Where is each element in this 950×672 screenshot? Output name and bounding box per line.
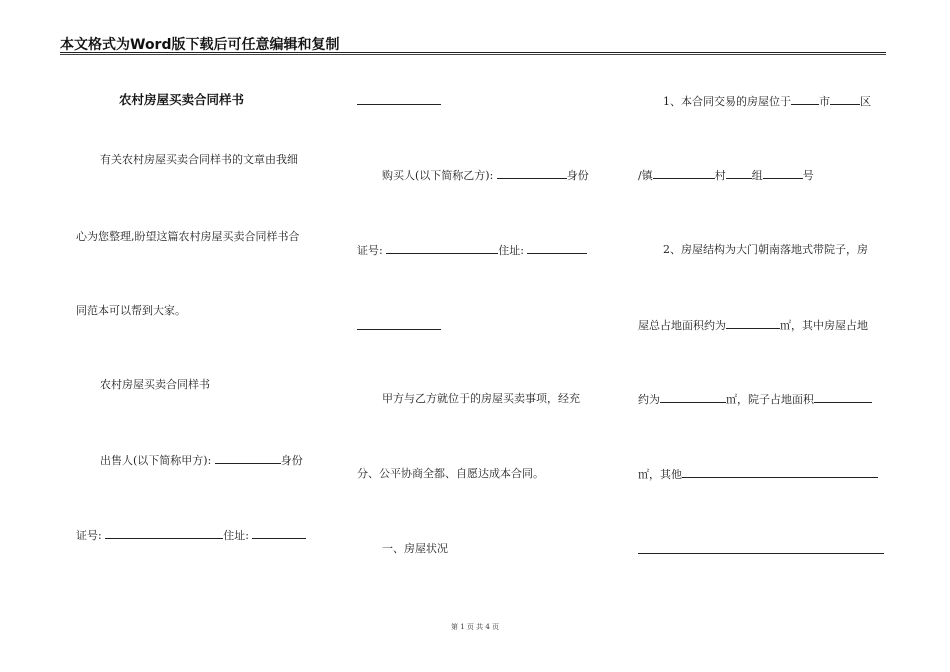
blank-line xyxy=(357,104,441,105)
intro-line-1: 有关农村房屋买卖合同样书的文章由我细 xyxy=(100,153,298,166)
buyer-id-blank xyxy=(386,243,498,254)
seller-id-blank xyxy=(105,528,223,539)
town-blank xyxy=(653,168,715,179)
header-rule-thin xyxy=(60,54,886,55)
other-blank xyxy=(682,467,878,478)
buyer-line xyxy=(382,168,589,183)
seller-id-label: 证号: xyxy=(76,529,102,542)
number-label: 号 xyxy=(802,169,814,182)
seller-address-label: 住址: xyxy=(223,529,249,542)
page-number: 第 1 页 共 4 页 xyxy=(450,623,500,631)
other-label: ㎡，其他 xyxy=(638,468,682,481)
intro-line-3: 同范本可以帮到大家。 xyxy=(76,304,186,317)
seller-line xyxy=(100,453,303,468)
item-1-line-2 xyxy=(638,168,814,183)
item-2-line-2 xyxy=(638,318,868,333)
item-2-line-3 xyxy=(638,392,872,407)
seller-name-blank xyxy=(215,453,281,464)
city-blank xyxy=(791,94,819,105)
house-area-blank xyxy=(660,392,726,403)
blank-line xyxy=(638,553,884,554)
item-1-text: 1、本合同交易的房屋位于 xyxy=(663,95,791,108)
seller-id-suffix: 身份 xyxy=(280,454,303,467)
total-area-label: 屋总占地面积约为 xyxy=(638,319,726,332)
district-blank xyxy=(830,94,860,105)
blank-line xyxy=(357,329,441,330)
group-label: 组 xyxy=(751,169,763,182)
approx-label: 约为 xyxy=(638,393,660,406)
seller-id-line xyxy=(76,528,306,543)
agreement-line-1: 甲方与乙方就位于的房屋买卖事项，经充 xyxy=(382,392,580,405)
city-label: 市 xyxy=(819,95,830,108)
buyer-id-label: 证号: xyxy=(357,244,383,257)
buyer-id-suffix: 身份 xyxy=(566,169,589,182)
buyer-address-label: 住址: xyxy=(498,244,524,257)
agreement-line-2: 分、公平协商全都、自愿达成本合同。 xyxy=(357,467,544,480)
seller-address-blank xyxy=(252,528,306,539)
buyer-label: 购买人(以下简称乙方): xyxy=(382,169,494,182)
contract-heading: 农村房屋买卖合同样书 xyxy=(100,378,210,391)
item-2-line-1: 2、房屋结构为大门朝南落地式带院子，房 xyxy=(663,243,868,256)
section-heading: 一、房屋状况 xyxy=(382,542,448,555)
seller-label: 出售人(以下简称甲方): xyxy=(100,454,212,467)
village-blank xyxy=(726,168,752,179)
group-blank xyxy=(763,168,803,179)
buyer-address-blank xyxy=(527,243,587,254)
yard-area-label: ㎡，院子占地面积 xyxy=(726,393,814,406)
yard-area-blank xyxy=(814,392,872,403)
total-area-blank xyxy=(726,318,780,329)
buyer-name-blank xyxy=(497,168,567,179)
header-rule xyxy=(60,52,886,53)
buyer-id-line xyxy=(357,243,587,258)
village-label: 村 xyxy=(714,169,726,182)
item-1-line-1 xyxy=(663,94,871,109)
item-2-line-4 xyxy=(638,467,878,482)
house-area-label: ㎡，其中房屋占地 xyxy=(780,319,868,332)
town-label: /镇 xyxy=(638,169,653,182)
header-title: 本文格式为Word版下载后可任意编辑和复制 xyxy=(60,37,340,53)
document-title: 农村房屋买卖合同样书 xyxy=(119,92,245,107)
intro-line-2: 心为您整理,盼望这篇农村房屋买卖合同样书合 xyxy=(76,230,300,243)
district-label: 区 xyxy=(860,95,871,108)
